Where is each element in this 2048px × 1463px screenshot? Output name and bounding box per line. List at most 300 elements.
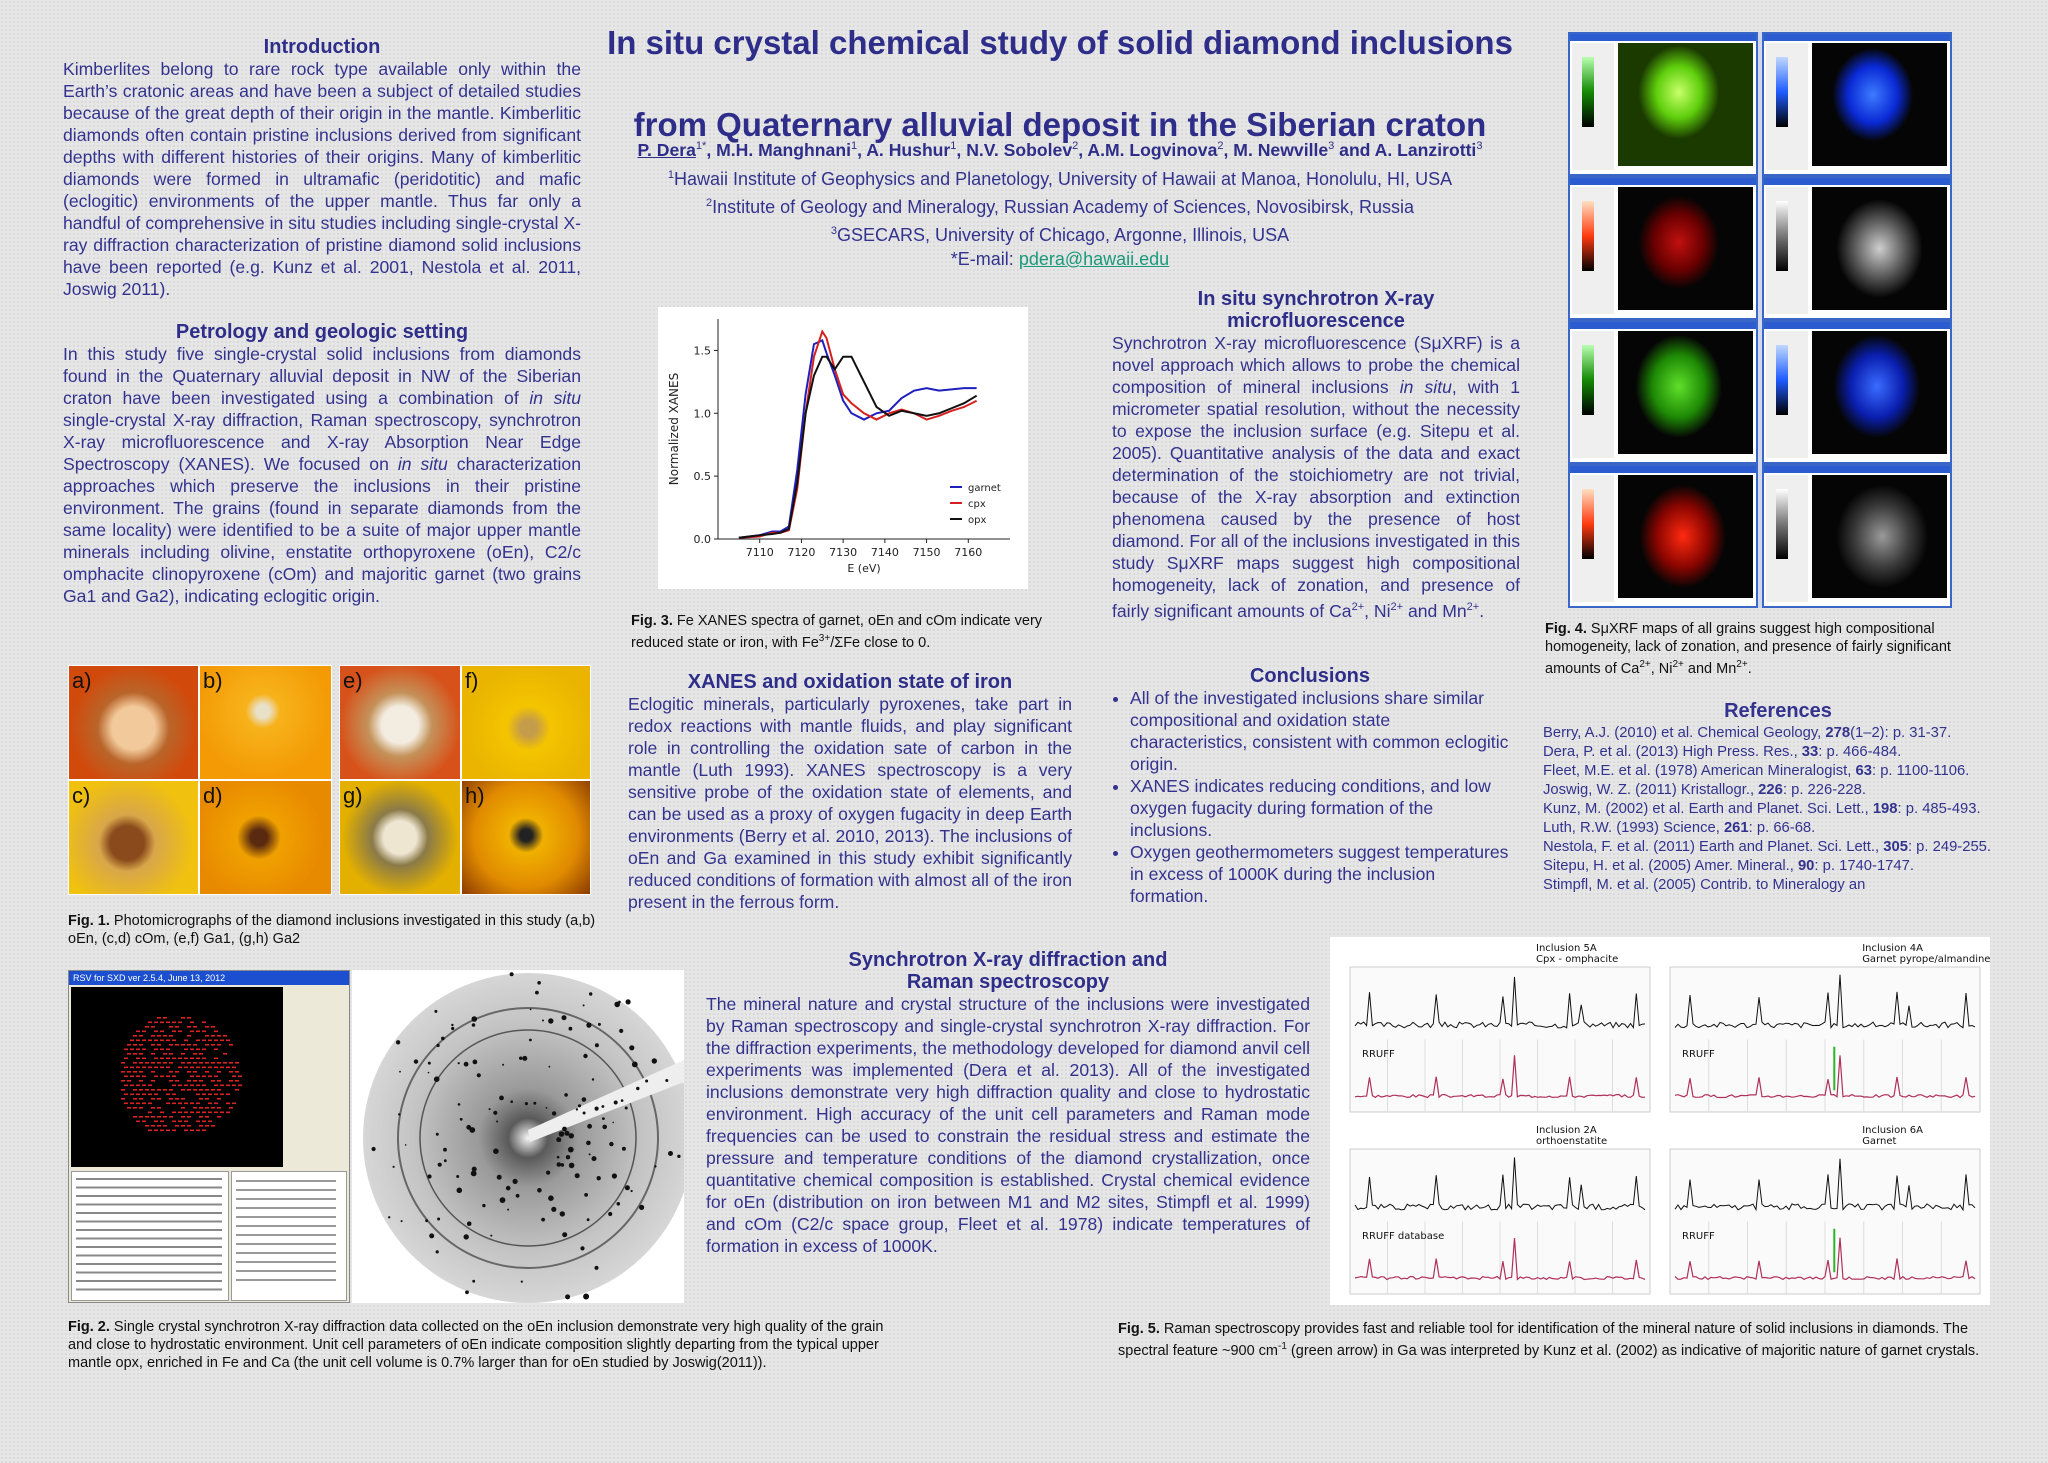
y-tick-label: 0.5 [693,470,711,484]
petrology-section [63,321,581,607]
reflection-mark [211,1107,215,1109]
reflection-mark [121,1080,125,1082]
reflection-mark [124,1067,128,1069]
raman-reference-label: RRUFF database [1362,1230,1445,1242]
raman-panel-title: Inclusion 4A [1862,943,1923,954]
raman-panel-title: Inclusion 5A [1536,943,1597,954]
reflection-mark [190,1103,194,1105]
fig1-group-left [68,665,332,895]
diffraction-spot [584,1193,588,1197]
reflection-mark [145,1116,149,1118]
reflection-mark [229,1044,233,1046]
reflection-mark [157,1116,161,1118]
diffraction-spot [427,1174,431,1178]
reflection-mark [199,1062,203,1064]
reflection-mark [169,1026,173,1028]
fig1-caption: Fig. 1. Photomicrographs of the diamond inclusions investigated in this study (a,b) oEn, (c,d) cOm, (e,f) Ga1, (g,h) Ga2 [68,913,596,947]
diffraction-spot [583,1112,586,1115]
fig2-reciprocal-lattice-view [71,987,283,1167]
reflection-mark [214,1094,218,1096]
diffraction-spot [519,1057,522,1060]
reflection-mark [205,1116,209,1118]
reflection-mark [202,1058,206,1060]
diffraction-spot [493,1148,499,1154]
conclusion-item: • All of the investigated inclusions share similar compositional and oxidation state characteristics, consistent with common eclogitic origin. [1130,687,1510,775]
diffraction-spot [525,1102,528,1105]
table-row [76,1204,222,1206]
diffraction-spot [473,1060,478,1065]
reflection-mark [160,1121,164,1123]
x-tick-label: 7160 [954,546,983,559]
reflection-mark [157,1035,161,1037]
diffraction-spot [612,1173,617,1178]
reflection-mark [163,1089,167,1091]
reflection-mark [139,1053,143,1055]
reflection-mark [232,1067,236,1069]
fig2-software-window [68,970,350,1303]
diffraction-spot [560,1211,565,1216]
diffraction-spot [482,1204,485,1207]
reflection-mark [193,1089,197,1091]
x-tick-label: 7110 [745,546,774,559]
reflection-mark [214,1103,218,1105]
diffraction-spot [576,1108,578,1110]
reflection-mark [211,1035,215,1037]
reflection-mark [172,1058,176,1060]
reflection-mark [175,1044,179,1046]
diffraction-spot [533,1102,536,1105]
affiliation-3: $^3$GSECARS, University of Chicago, Argonne, Illinois, USA [830,225,1290,245]
diffraction-spot [507,1209,509,1211]
reflection-mark [214,1085,218,1087]
reflection-mark [127,1080,131,1082]
reflection-mark [205,1125,209,1127]
diffraction-spot [537,981,541,985]
reflection-mark [157,1107,161,1109]
fig5-caption: Fig. 5. Raman spectroscopy provides fast and reliable tool for identification of the mineral nature of solid inclusions in diamonds. The spectral feature ~900 $cm^{-1}$ (green arrow) in Ga was interpreted by Kunz et al. (2002) as indicative of majoritic nature of garnet crystals. [1118,1321,1980,1359]
xrf-map-window [1568,176,1758,320]
xrf-map-window [1762,464,1952,608]
reflection-mark [139,1071,143,1073]
reflection-mark [133,1035,137,1037]
reflection-mark [193,1107,197,1109]
reflection-mark [160,1076,164,1078]
xanes-text: Eclogitic minerals, particularly pyroxenes, take part in redox reactions with mantle fluids, and play significant role in controlling the oxidation sate of carbon in the mantle (Luth 1993). XANES spectroscopy is a very sensitive probe of the oxidation state of elements, and can be used as a proxy of oxygen fugacity in deep Earth environments (Berry et al. 2010, 2013). The inclusions of oEn and Ga examined in this study exhibit significantly reduced conditions of formation with almost all of the iron present in the ferrous form. [628,694,1072,912]
diffraction-spot [564,1093,568,1097]
reflection-mark [214,1040,218,1042]
param-row [236,1279,336,1281]
reflection-mark [223,1062,227,1064]
diffraction-spot [609,1142,613,1146]
diffraction-spot [552,1111,556,1115]
reflection-mark [226,1067,230,1069]
diffraction-spot [602,1117,605,1120]
reflection-mark [196,1031,200,1033]
reflection-mark [124,1103,128,1105]
reflection-mark [214,1058,218,1060]
reflection-mark [166,1040,170,1042]
reflection-mark [163,1125,167,1127]
reflection-mark [178,1103,182,1105]
reflection-mark [151,1035,155,1037]
reflection-mark [211,1125,215,1127]
reflection-mark [196,1112,200,1114]
reflection-mark [211,1089,215,1091]
reflection-mark [205,1062,209,1064]
diffraction-spot [589,1153,591,1155]
diffraction-spot [575,1173,580,1178]
reflection-mark [133,1062,137,1064]
reflection-mark [187,1071,191,1073]
diffraction-spot [618,1001,621,1004]
reference-item: Nestola, F. et al. (2011) Earth and Planet. Sci. Lett., 305: p. 249-255. [1543,839,1992,855]
fig1-photo-a: a) [69,666,198,779]
raman-svg [1330,937,1990,1305]
diffraction-section [706,949,1310,1257]
reflection-mark [190,1049,194,1051]
reflection-mark [172,1103,176,1105]
diffraction-spot [489,1108,491,1110]
xrf-map-window [1762,32,1952,176]
diffraction-spot [562,1015,567,1020]
raman-panel [1670,943,1990,1112]
reflection-mark [181,1125,185,1127]
reflection-mark [193,1044,197,1046]
reflection-mark [223,1035,227,1037]
diffraction-heading-1: Synchrotron X-ray diffraction and [848,949,1168,971]
reflection-mark [172,1022,176,1024]
reflection-mark [202,1130,206,1132]
reflection-mark [139,1107,143,1109]
reflection-mark [151,1026,155,1028]
reflection-mark [148,1022,152,1024]
reflection-mark [157,1098,161,1100]
reflection-mark [148,1130,152,1132]
reflection-mark [205,1098,209,1100]
reflection-mark [142,1049,146,1051]
fig2-caption: Fig. 2. Single crystal synchrotron X-ray diffraction data collected on the oEn inclusion demonstrate very high quality of the grain and close to hydrostatic environment. Unit cell parameters of oEn indicate composition slightly departing from the typical upper mantle opx, enriched in Fe and Ca (the unit cell volume is 0.7% larger than for oEn studied by Joswig(2011)). [68,1319,884,1371]
y-tick-label: 0.0 [693,533,711,546]
diffraction-spot [425,1219,428,1222]
table-row [76,1263,222,1265]
reflection-mark [160,1058,164,1060]
reference-item: Sitepu, H. et al. (2005) Amer. Mineral., 90: p. 1740-1747. [1543,858,1914,874]
reflection-mark [127,1071,131,1073]
reflection-mark [172,1040,176,1042]
conclusion-item: • Oxygen geothermometers suggest temperatures in excess of 1000K during the inclusion formation. [1130,841,1510,907]
email-link[interactable]: pdera@hawaii.edu [1018,249,1170,269]
table-row [76,1221,222,1223]
reflection-mark [190,1085,194,1087]
reflection-mark [226,1112,230,1114]
y-tick-label: 1.0 [693,407,711,421]
reflection-mark [202,1076,206,1078]
reflection-mark [175,1098,179,1100]
diffraction-spot [535,991,539,995]
reflection-mark [208,1121,212,1123]
reflection-mark [142,1031,146,1033]
introduction-heading: Introduction [263,36,381,58]
reflection-mark [205,1035,209,1037]
diffraction-spot [619,1029,623,1033]
reflection-mark [217,1089,221,1091]
reflection-mark [175,1125,179,1127]
reflection-mark [238,1085,242,1087]
reflection-mark [142,1067,146,1069]
reflection-mark [163,1035,167,1037]
reflection-mark [130,1067,134,1069]
affiliations [560,163,1560,271]
diffraction-spot [472,1167,477,1172]
reference-item: Luth, R.W. (1993) Science, 261: p. 66-68. [1543,820,1816,836]
diffraction-spot [583,1294,589,1300]
reflection-mark [157,1017,161,1019]
reflection-mark [211,1062,215,1064]
reflection-mark [202,1031,206,1033]
reflection-mark [214,1112,218,1114]
reflection-mark [172,1112,176,1114]
reflection-mark [148,1094,152,1096]
diffraction-spot [451,1024,453,1026]
reflection-mark [169,1098,173,1100]
series-line-opx [739,357,977,538]
x-tick-label: 7150 [912,546,941,559]
reflection-mark [232,1103,236,1105]
diffraction-spot [441,1037,445,1041]
reflection-mark [130,1040,134,1042]
reflection-mark [217,1035,221,1037]
reflection-mark [202,1094,206,1096]
reflection-mark [181,1053,185,1055]
xanes-plot [658,307,1028,589]
reflection-mark [190,1130,194,1132]
diffraction-spot [435,1078,437,1080]
reflection-mark [148,1040,152,1042]
reflection-mark [172,1085,176,1087]
reflection-mark [160,1040,164,1042]
reflection-mark [214,1067,218,1069]
reflection-mark [142,1094,146,1096]
diffraction-spot [595,1043,599,1047]
diffraction-spot [612,1122,614,1124]
diffraction-spot [530,1009,532,1011]
reflection-mark [139,1035,143,1037]
diffraction-spot [399,1071,401,1073]
diffraction-spot [602,1105,605,1108]
reflection-mark [130,1085,134,1087]
diffraction-spot [516,1194,520,1198]
fig2-lattice-svg [71,987,283,1167]
xrf-map-window [1568,320,1758,464]
diffraction-spot [472,1016,478,1022]
diffraction-spot [559,1131,565,1137]
diffraction-spot [622,1147,626,1151]
reflection-mark [157,1125,161,1127]
reflection-mark [139,1089,143,1091]
diffraction-spot [546,1171,550,1175]
diffraction-spot [472,1280,475,1283]
reflection-mark [130,1094,134,1096]
reflection-mark [136,1058,140,1060]
diffraction-spot [451,1027,454,1030]
reflection-mark [151,1071,155,1073]
reflection-mark [139,1080,143,1082]
reflection-mark [127,1053,131,1055]
diffraction-spot [608,1212,612,1216]
x-tick-label: 7120 [787,546,816,559]
reflection-mark [208,1103,212,1105]
reflection-mark [193,1080,197,1082]
diffraction-spot [568,1147,574,1153]
reflection-mark [145,1026,149,1028]
xrf-map-window [1762,176,1952,320]
diffraction-spot [458,1103,461,1106]
reflection-mark [136,1103,140,1105]
diffraction-spot [496,1121,498,1123]
reflection-mark [202,1049,206,1051]
reflection-mark [124,1049,128,1051]
reflection-mark [196,1085,200,1087]
reflection-mark [166,1094,170,1096]
reflection-mark [172,1121,176,1123]
reflection-mark [172,1130,176,1132]
reflection-mark [199,1080,203,1082]
reflection-mark [202,1022,206,1024]
diffraction-spot [464,1234,469,1239]
reflection-mark [187,1089,191,1091]
reference-item: Joswig, W. Z. (2011) Kristallogr., 226: p. 226-228. [1543,782,1866,798]
reflection-mark [205,1026,209,1028]
reflection-mark [151,1116,155,1118]
diffraction-spot [569,1027,573,1031]
contact-email: *E-mail: pdera@hawaii.edu [950,249,1170,269]
reflection-mark [196,1076,200,1078]
reflection-mark [211,1026,215,1028]
reference-item: Fleet, M.E. et al. (1978) American Mineralogist, 63: p. 1100-1106. [1543,763,1970,779]
reflection-mark [130,1076,134,1078]
reflection-mark [148,1067,152,1069]
introduction-text: Kimberlites belong to rare rock type available only within the Earth’s cratonic areas and have been a subject of detailed studies because of the great depth of their origin in the mantle. Kimberlitic diamonds often contain pristine inclusions derived from significant depths with different histories of their origins. Many of kimberlitic diamonds were formed in ultramafic (peridotitic) and mafic (eclogitic) environments of the upper mantle. Thus far only a handful of comprehensive in situ studies including single-crystal X-ray diffraction characterization of pristine diamond solid inclusions have been reported (e.g. Kunz et al. 2001, Nestola et al. 2011, Joswig 2011). [63,59,581,299]
diffraction-spot [621,1099,624,1102]
diffraction-spot [549,1066,551,1068]
reflection-mark [154,1130,158,1132]
reflection-mark [166,1022,170,1024]
diffraction-spot [472,1023,476,1027]
fig2-diffraction-image [352,970,684,1303]
references-list [1543,724,2013,895]
reflection-mark [217,1080,221,1082]
diffraction-spot [443,1148,447,1152]
reflection-mark [178,1022,182,1024]
reflection-mark [187,1026,191,1028]
fig1-photo-b: b) [200,666,331,779]
reflection-mark [151,1098,155,1100]
diffraction-spot [652,1058,657,1063]
reflection-mark [169,1071,173,1073]
reflection-mark [187,1125,191,1127]
reflection-mark [121,1089,125,1091]
reflection-mark [145,1125,149,1127]
reflection-mark [154,1049,158,1051]
fig1-group-right [339,665,591,895]
reflection-mark [184,1130,188,1132]
diffraction-spot [537,1188,542,1193]
reflection-mark [196,1121,200,1123]
reflection-mark [145,1062,149,1064]
reflection-mark [136,1121,140,1123]
diffraction-spot [393,1166,395,1168]
reflection-mark [154,1031,158,1033]
reflection-mark [193,1026,197,1028]
diffraction-spot [562,1232,567,1237]
reflection-mark [166,1049,170,1051]
reflection-mark [214,1076,218,1078]
reflection-mark [124,1076,128,1078]
reflection-mark [160,1112,164,1114]
reflection-mark [226,1085,230,1087]
fig1-photo-d: d) [200,781,331,894]
fig2-hkl-table [71,1171,229,1301]
reflection-mark [151,1062,155,1064]
reflection-mark [235,1089,239,1091]
reflection-mark [181,1017,185,1019]
reflection-mark [175,1071,179,1073]
reflection-mark [142,1085,146,1087]
reflection-mark [124,1085,128,1087]
reflection-mark [199,1089,203,1091]
legend-label-garnet: garnet [968,483,1001,494]
diffraction-spot [583,1004,585,1006]
reflection-mark [154,1094,158,1096]
conclusion-item: • XANES indicates reducing conditions, and low oxygen fugacity during formation of the inclusions. [1130,775,1510,841]
reflection-mark [226,1094,230,1096]
x-tick-label: 7130 [829,546,858,559]
fig4-xrf-maps [1568,32,1952,608]
diffraction-spot [566,1155,570,1159]
reflection-mark [181,1044,185,1046]
fig1-photo-h: h) [462,781,590,894]
diffraction-spot [565,1131,570,1136]
fig2-window-title: RSV for SXD ver 2.5.4, June 13, 2012 [69,971,349,985]
reflection-mark [205,1044,209,1046]
diffraction-spot [457,1188,463,1194]
reflection-mark [121,1071,125,1073]
reflection-mark [151,1053,155,1055]
reflection-mark [163,1062,167,1064]
diffraction-spot [499,1096,504,1101]
diffraction-spot [548,1018,553,1023]
reflection-mark [229,1080,233,1082]
raman-reference-label: RRUFF [1682,1230,1715,1242]
x-axis-label: E (eV) [847,562,881,575]
reference-item: Berry, A.J. (2010) et al. Chemical Geology, 278(1–2): p. 31-37. [1543,725,1952,741]
xanes-heading: XANES and oxidation state of iron [687,671,1013,693]
reflection-mark [124,1094,128,1096]
reference-item: Dera, P. et al. (2013) High Press. Res., 33: p. 466-484. [1543,744,1902,760]
diffraction-spot [639,1205,644,1210]
table-row [76,1280,222,1282]
conclusions-list [1110,687,1510,907]
diffraction-spot [414,1059,418,1063]
diffraction-spot [589,992,592,995]
reflection-mark [208,1076,212,1078]
microfluorescence-section [1112,288,1520,622]
reflection-mark [121,1098,125,1100]
reflection-mark [151,1044,155,1046]
reflection-mark [214,1031,218,1033]
reflection-mark [136,1094,140,1096]
reflection-mark [208,1067,212,1069]
